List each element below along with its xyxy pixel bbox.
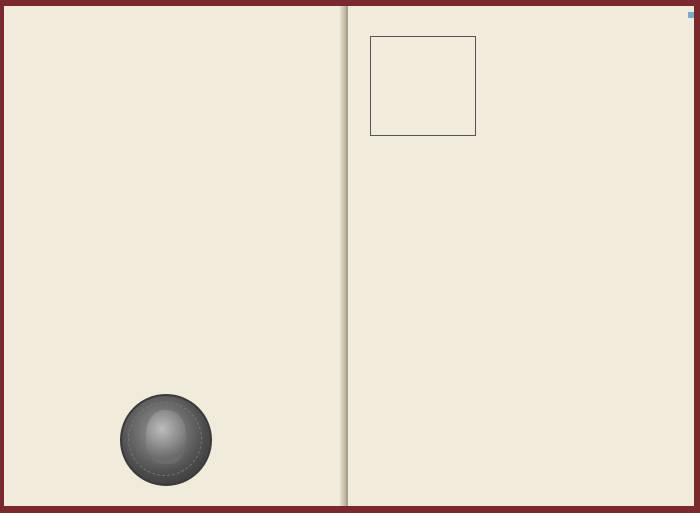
tape-mark-right (688, 12, 694, 18)
right-page (348, 6, 694, 506)
medallion-portrait-image (120, 394, 212, 486)
left-page (4, 6, 346, 506)
title-box (370, 36, 476, 136)
box-heading-book-title (371, 73, 475, 86)
